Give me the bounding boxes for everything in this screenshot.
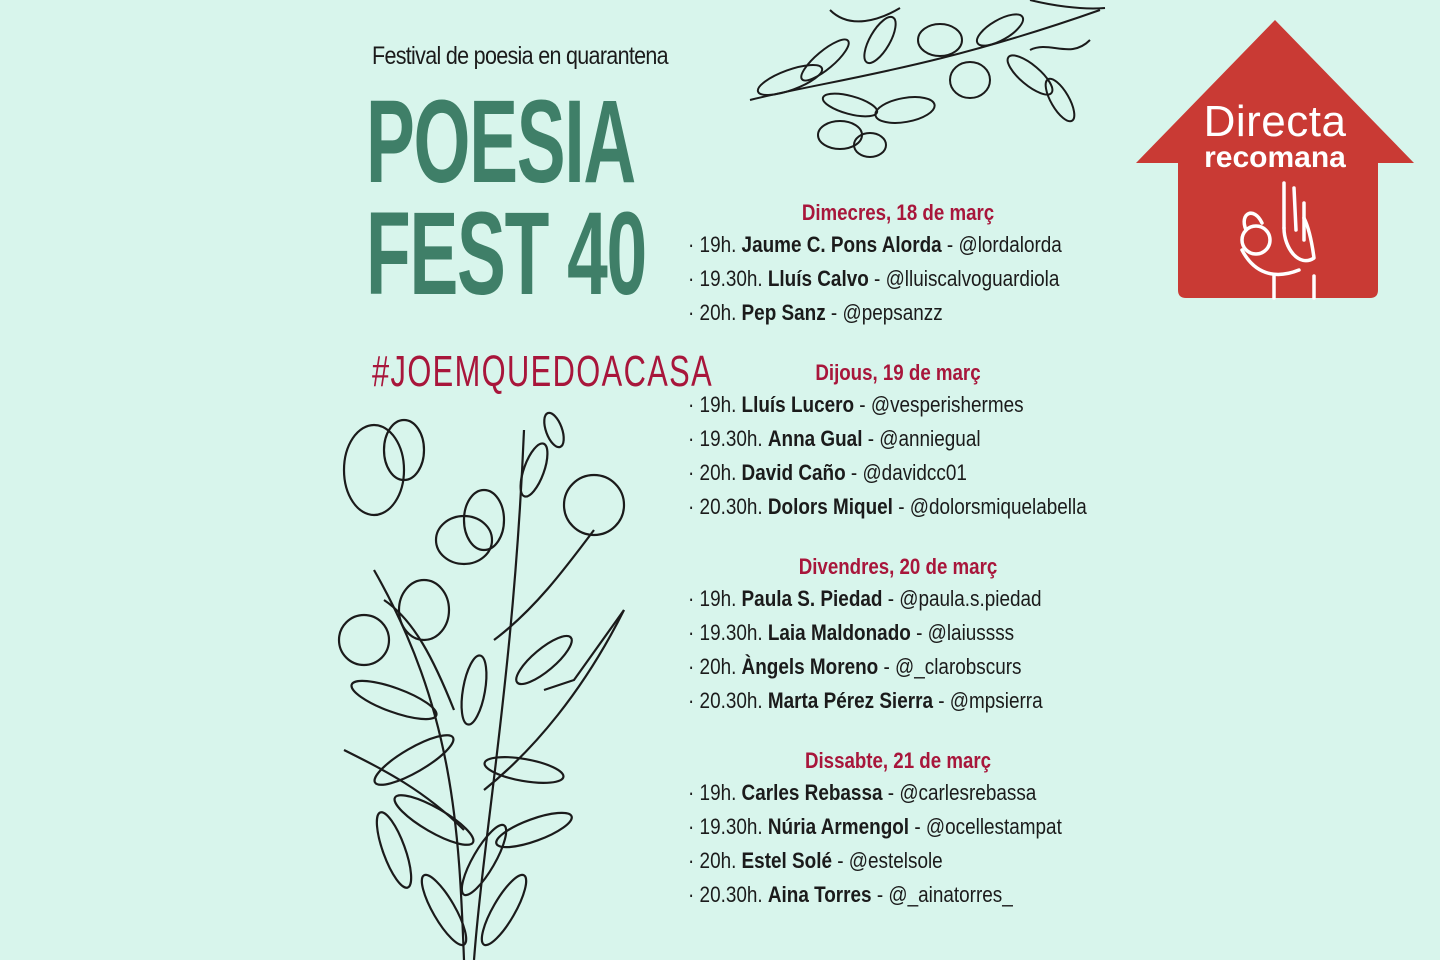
badge-subtitle: recomana	[1204, 141, 1346, 174]
schedule-row	[688, 262, 1060, 296]
day-block	[688, 358, 1108, 524]
row-time: · 19h.	[688, 232, 737, 257]
day-block	[688, 746, 1108, 912]
day-title: Dissabte, 21 de març	[804, 748, 992, 773]
schedule-row	[688, 296, 1049, 330]
schedule-row	[688, 878, 1049, 912]
poet-handle: - @anniegual	[867, 426, 981, 451]
schedule-row	[688, 388, 1049, 422]
poet-handle: - @dolorsmiquelabella	[898, 494, 1087, 519]
poet-name: Lluís Calvo	[767, 266, 869, 291]
poet-handle: - @_ainatorres_	[876, 882, 1013, 907]
row-time: · 20h.	[688, 848, 737, 873]
poet-handle: - @mpsierra	[938, 688, 1043, 713]
row-time: · 19.30h.	[688, 426, 763, 451]
row-time: · 19.30h.	[688, 620, 763, 645]
day-title: Divendres, 20 de març	[798, 554, 998, 579]
row-time: · 19.30h.	[688, 266, 763, 291]
poet-name: Estel Solé	[741, 848, 832, 873]
poet-handle: - @davidcc01	[850, 460, 967, 485]
poet-handle: - @paula.s.piedad	[887, 586, 1042, 611]
poet-name: Carles Rebassa	[741, 780, 883, 805]
day-title: Dijous, 19 de març	[815, 360, 981, 385]
day-title: Dimecres, 18 de març	[801, 200, 995, 225]
poet-name: Pep Sanz	[741, 300, 826, 325]
row-time: · 20.30h.	[688, 882, 763, 907]
title-line-1: POESIA	[366, 76, 636, 208]
schedule-row	[688, 844, 1049, 878]
schedule-row	[688, 684, 1049, 718]
schedule-row	[688, 490, 1087, 524]
poet-handle: - @lluiscalvoguardiola	[874, 266, 1060, 291]
row-time: · 20.30h.	[688, 688, 763, 713]
poet-name: Aina Torres	[767, 882, 872, 907]
schedule-row	[688, 650, 1049, 684]
festival-subtitle: Festival de poesia en quarantena	[372, 42, 668, 70]
poet-name: Jaume C. Pons Alorda	[741, 232, 942, 257]
poet-name: Àngels Moreno	[741, 654, 879, 679]
poet-name: David Caño	[741, 460, 846, 485]
poet-name: Dolors Miquel	[767, 494, 893, 519]
poet-name: Laia Maldonado	[767, 620, 911, 645]
schedule-row	[688, 810, 1062, 844]
festival-title	[366, 76, 646, 320]
poet-name: Lluís Lucero	[741, 392, 855, 417]
schedule	[688, 198, 1108, 940]
schedule-row	[688, 776, 1049, 810]
day-block	[688, 198, 1108, 330]
poet-handle: - @estelsole	[837, 848, 943, 873]
poet-handle: - @pepsanzz	[830, 300, 943, 325]
poet-name: Anna Gual	[767, 426, 863, 451]
row-time: · 19h.	[688, 392, 737, 417]
poet-handle: - @lordalorda	[946, 232, 1062, 257]
row-time: · 20h.	[688, 300, 737, 325]
row-time: · 19.30h.	[688, 814, 763, 839]
poet-handle: - @ocellestampat	[914, 814, 1062, 839]
schedule-row	[688, 228, 1062, 262]
schedule-row	[688, 582, 1049, 616]
row-time: · 20.30h.	[688, 494, 763, 519]
row-time: · 19h.	[688, 780, 737, 805]
poet-name: Núria Armengol	[767, 814, 910, 839]
poet-handle: - @_clarobscurs	[883, 654, 1022, 679]
row-time: · 20h.	[688, 654, 737, 679]
bottom-plant-illustration	[334, 410, 654, 960]
day-block	[688, 552, 1108, 718]
schedule-row	[688, 456, 1049, 490]
title-line-2: FEST 40	[366, 188, 646, 320]
row-time: · 20h.	[688, 460, 737, 485]
badge-title: Directa	[1203, 97, 1347, 146]
schedule-row	[688, 422, 1049, 456]
poet-handle: - @laiussss	[916, 620, 1015, 645]
poet-handle: - @vesperishermes	[859, 392, 1024, 417]
poet-name: Paula S. Piedad	[741, 586, 883, 611]
top-branch-illustration	[730, 0, 1110, 160]
schedule-row	[688, 616, 1049, 650]
poet-name: Marta Pérez Sierra	[767, 688, 933, 713]
poet-handle: - @carlesrebassa	[887, 780, 1037, 805]
row-time: · 19h.	[688, 586, 737, 611]
hashtag: #JOEMQUEDOACASA	[372, 347, 714, 396]
